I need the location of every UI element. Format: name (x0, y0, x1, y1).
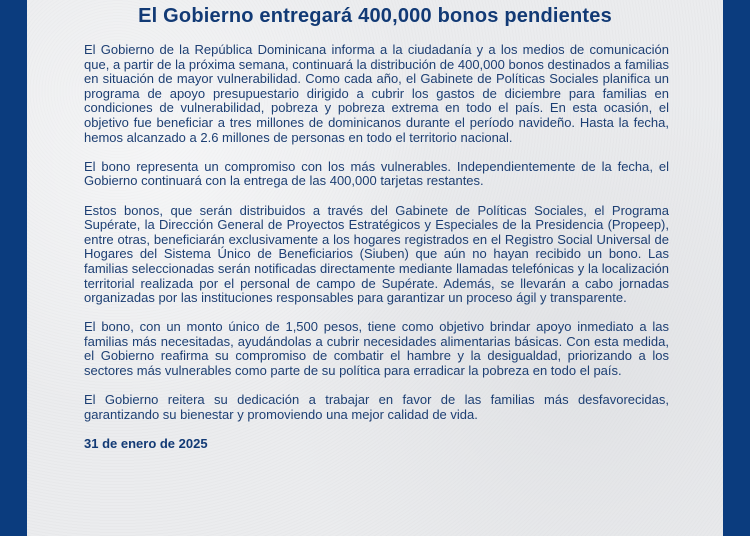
paragraph-closing: El Gobierno reitera su dedicación a trabajar en favor de las familias más desfavorecidas, garantizando su bienestar y promoviendo una mejor calidad de vida. (84, 392, 669, 422)
document-date: 31 de enero de 2025 (84, 436, 208, 452)
right-blue-border (723, 0, 750, 536)
press-release-paper (27, 0, 723, 536)
paragraph-intro: El Gobierno de la República Dominicana informa a la ciudadanía y a los medios de comunicación que, a partir de la próxima semana, continuará la distribución de 400,000 bonos destinados a familias en situación de mayor vulnerabilidad. Como cada año, el Gabinete de Políticas Sociales planifica un programa de apoyo presupuestario dirigido a cubrir los gastos de diciembre para familias en condiciones de vulnerabilidad, pobreza y pobreza extrema en todo el país. En esta ocasión, el objetivo fue beneficiar a tres millones de dominicanos durante el período navideño. Hasta la fecha, hemos alcanzado a 2.6 millones de personas en todo el territorio nacional. (84, 42, 669, 145)
document-body (84, 43, 669, 466)
paragraph-amount: El bono, con un monto único de 1,500 pesos, tiene como objetivo brindar apoyo inmediato a las familias más necesitadas, ayudándolas a cubrir necesidades alimentarias básicas. Con esta medida, el Gobierno reafirma su compromiso de combatir el hambre y la desigualdad, priorizando a los sectores más vulnerables como parte de su política para erradicar la pobreza en todo el país. (84, 319, 669, 379)
left-blue-border (0, 0, 27, 536)
document-title: El Gobierno entregará 400,000 bonos pendientes (138, 5, 612, 28)
paragraph-commitment: El bono representa un compromiso con los más vulnerables. Independientemente de la fecha, el Gobierno continuará con la entrega de las 400,000 tarjetas restantes. (84, 158, 669, 189)
paragraph-distribution: Estos bonos, que serán distribuidos a través del Gabinete de Políticas Sociales, el Programa Supérate, la Dirección General de Proyectos Estratégicos y Especiales de la Presidencia (Propeep), entre otras, beneficiarán exclusivamente a los hogares registrados en el Registro Social Universal de Hogares del Sistema Único de Beneficiarios (Siuben) que aún no hayan recibido un bono. Las familias seleccionadas serán notificadas directamente mediante llamadas telefónicas y la localización territorial realizada por el personal de campo de Supérate. Además, se llevarán a cabo jornadas organizadas por las instituciones responsables para garantizar un proceso ágil y transparente. (84, 202, 669, 306)
